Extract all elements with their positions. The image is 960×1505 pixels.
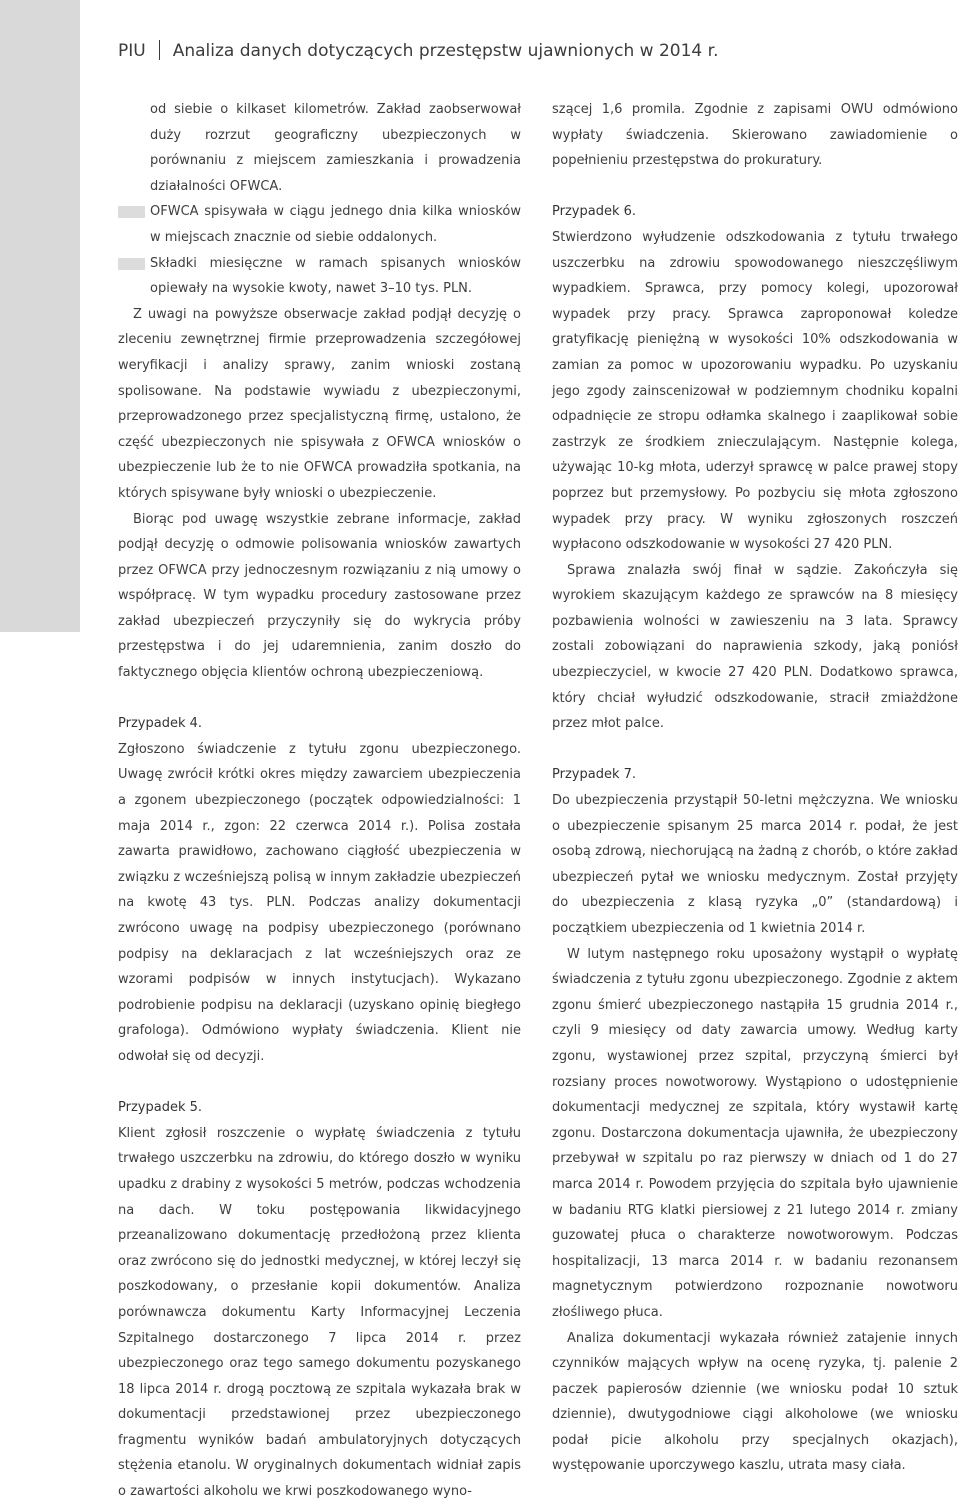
header-separator [159,40,160,60]
bullet-item [118,251,521,302]
bullet-marker [118,258,145,270]
body-paragraph: Z uwagi na powyższe obserwacje zakład podjął decyzję o zleceniu zewnętrznej firmie przeprowadzenia szczegółowej weryfikacji i analizy sprawy, zanim wnioski zostaną spolisowane. Na podstawie wywiadu z ubezpieczonymi, przeprowadzonego przez specjalistyczną firmę, ustalono, że część ubezpieczonych nie spisywała z OFWCA wniosków o ubezpieczenie lub że to nie OFWCA prowadziła spotkania, na których spisywane były wnioski o ubezpieczenie. [118,306,521,501]
case-5-heading: Przypadek 5. [118,1100,203,1116]
header-title: Analiza danych dotyczących przestępstw ujawnionych w 2014 r. [172,41,719,61]
case-6-text-2: Sprawa znalazła swój finał w sądzie. Zakończyła się wyrokiem skazującym każdego ze sprawców na 8 miesięcy pozbawienia wolności w zawieszeniu na 3 lata. Sprawcy zostali zobowiązani do naprawienia szkody, jaką poniósł ubezpieczyciel, w kwocie 27 420 PLN. Dodatkowo sprawca, który chciał wyłudzić odszkodowanie, stracił zmiażdżone przez młot palce. [552,562,958,732]
bullet-item [118,199,521,250]
continued-paragraph: szącej 1,6 promila. Zgodnie z zapisami OWU odmówiono wypłaty świadczenia. Skierowano zawiadomienie o popełnieniu przestępstwa do prokuratury. [552,102,958,169]
right-column [552,97,958,1479]
case-5-text: Klient zgłosił roszczenie o wypłatę świadczenia z tytułu trwałego uszczerbku na zdrowiu, do którego doszło w wyniku upadku z drabiny z wysokości 5 metrów, podczas wchodzenia na dach. W toku postępowania likwidacyjnego przeanalizowano dokumentację przedłożoną przez klienta oraz zwrócono się do jednostki medycznej, w której leczył się poszkodowany, o przesłanie kopii dokumentów. Analiza porównawcza dokumentu Karty Informacyjnej Leczenia Szpitalnego dostarczonego 7 lipca 2014 r. przez ubezpieczonego oraz tego samego dokumentu pozyskanego 18 lipca 2014 r. drogą pocztową ze szpitala wykazała brak w dokumentacji przedstawionej przez ubezpieczonego fragmentu wyników badań ambulatoryjnych dotyczących stężenia etanolu. W oryginalnych dokumentach widniał zapis o zawartości alkoholu we krwi poszkodowanego wyno- [118,1125,521,1500]
page-header [118,40,719,61]
left-column [118,97,521,1505]
case-4-text: Zgłoszono świadczenie z tytułu zgonu ubezpieczonego. Uwagę zwrócił krótki okres między zawarciem ubezpieczenia a zgonem ubezpieczonego (początek odpowiedzialności: 1 maja 2014 r., zgon: 22 czerwca 2014 r.). Polisa została zawarta prawidłowo, zachowano ciągłość ubezpieczenia w związku z wcześniejszą polisą w innym zakładzie ubezpieczeń na kwotę 43 tys. PLN. Podczas analizy dokumentacji zwrócono uwagę na podpisy ubezpieczonego (porównano podpisy na deklaracjach z lat wcześniejszych oraz ze wzorami podpisów w innych instytucjach). Wykazano podrobienie podpisu na deklaracji (uzyskano opinię biegłego grafologa). Odmówiono wypłaty świadczenia. Klient nie odwołał się od decyzji. [118,741,521,1064]
body-paragraph: Biorąc pod uwagę wszystkie zebrane informacje, zakład podjął decyzję o odmowie polisowania wniosków zawartych przez OFWCA przy jednoczesnym rozwiązaniu z nią umowy o współpracę. W tym wypadku procedury zastosowane przez zakład ubezpieczeń przyczyniły się do wykrycia próby przestępstwa i do jej udaremnienia, zanim doszło do faktycznego objęcia klientów ochroną ubezpieczeniową. [118,511,521,681]
bullet-marker [118,206,145,218]
case-6-heading: Przypadek 6. [552,204,637,220]
case-7-heading: Przypadek 7. [552,767,637,783]
side-decoration-bar [0,0,80,632]
case-6-text: Stwierdzono wyłudzenie odszkodowania z tytułu trwałego uszczerbku na zdrowiu spowodowanego nieszczęśliwym wypadkiem. Sprawca, przy pomocy kolegi, upozorował wypadek przy pracy. Sprawca zaproponował koledze gratyfikację pieniężną w wysokości 10% odszkodowania w zamian za pomoc w upozorowaniu wypadku. Po uzyskaniu jego zgody zainscenizował w podziemnym chodniku kopalni odpadnięcie ze stropu odłamka skalnego i zaaplikował sobie zastrzyk ze środkiem znieczulającym. Następnie kolega, używając 10-kg młota, uderzył sprawcę w palce prawej stopy poprzez but przemysłowy. Po pozbyciu się młota zgłoszono wypadek przy pracy. W wyniku zgłoszonych roszczeń wypłacono odszkodowanie w wysokości 27 420 PLN. [552,229,958,553]
case-7-text: Do ubezpieczenia przystąpił 50-letni mężczyzna. We wniosku o ubezpieczenie spisanym 25 marca 2014 r. podał, że jest osobą zdrową, niechorującą na żadną z chorób, o które zakład ubezpieczeń pytał we wniosku medycznym. Został przyjęty do ubezpieczenia z klasą ryzyka „0” (standardową) i początkiem ubezpieczenia od 1 kwietnia 2014 r. [552,793,958,936]
case-4-heading: Przypadek 4. [118,716,203,732]
header-org: PIU [118,41,146,61]
bullet-text: Składki miesięczne w ramach spisanych wniosków opiewały na wysokie kwoty, nawet 3–10 tys. PLN. [150,255,521,297]
case-7-text-3: Analiza dokumentacji wykazała również zatajenie innych czynników mających wpływ na ocenę ryzyka, tj. palenie 2 paczek papierosów dziennie (we wniosku podał 10 sztuk dziennie), dwutygodniowe ciągi alkoholowe (we wniosku podał picie alkoholu przy specjalnych okazjach), występowanie uporczywego kaszlu, utrata masy ciała. [552,1330,958,1474]
intro-paragraph: od siebie o kilkaset kilometrów. Zakład zaobserwował duży rozrzut geograficzny ubezpieczonych w porównaniu z miejscem zamieszkania i prowadzenia działalności OFWCA. [150,102,521,194]
case-7-text-2: W lutym następnego roku uposażony wystąpił o wypłatę świadczenia z tytułu zgonu ubezpieczonego. Zgodnie z aktem zgonu śmierć ubezpieczonego nastąpiła 15 grudnia 2014 r., czyli 9 miesięcy od daty zawarcia umowy. Według karty zgonu, wystawionej przez szpital, przyczyną śmierci był rozsiany proces nowotworowy. Wystąpiono o udostępnienie dokumentacji medycznej ze szpitala, który wystawił kartę zgonu. Dostarczona dokumentacja ujawniła, że ubezpieczony przebywał w szpitalu po raz pierwszy w dniach od 1 do 27 marca 2014 r. Powodem przyjęcia do szpitala było ujawnienie w badaniu RTG klatki piersiowej z 21 lutego 2014 r. zmiany guzowatej płuca o charakterze nowotworowym. Podczas hospitalizacji, 13 marca 2014 r. w badaniu rezonansem magnetycznym potwierdzono rozpoznanie nowotworu złośliwego płuca. [552,946,958,1320]
bullet-text: OFWCA spisywała w ciągu jednego dnia kilka wniosków w miejscach znacznie od siebie oddalonych. [150,204,521,245]
